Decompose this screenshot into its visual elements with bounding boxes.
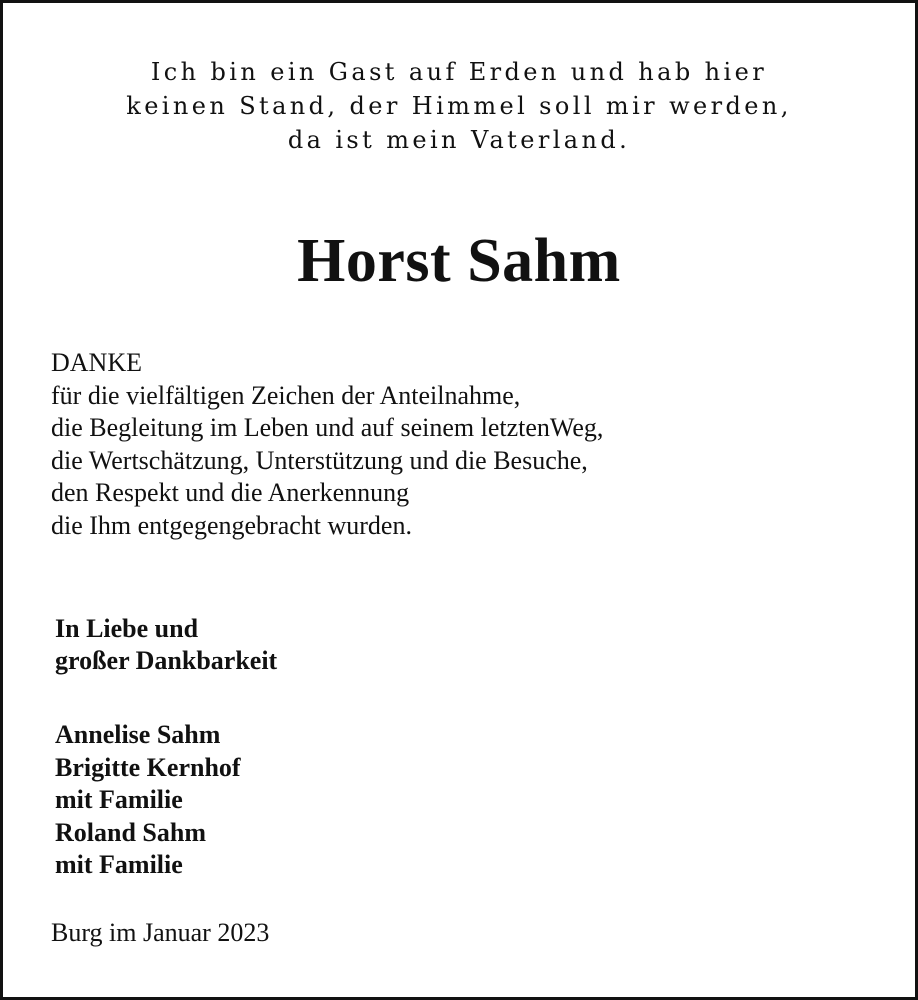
- signer: mit Familie: [55, 850, 183, 880]
- signer: Brigitte Kernhof: [55, 752, 241, 782]
- verse-line: Ich bin ein Gast auf Erden und hab hier: [150, 58, 768, 86]
- thanks-line: den Respekt und die Anerkennung: [51, 478, 410, 507]
- verse: [3, 55, 915, 157]
- place-date: Burg im Januar 2023: [51, 918, 270, 947]
- signer: Roland Sahm: [55, 817, 206, 847]
- closing-line: großer Dankbarkeit: [55, 646, 278, 675]
- thanks-line: die Begleitung im Leben und auf seinem letztenWeg,: [51, 413, 604, 442]
- closing-line: In Liebe und: [55, 614, 199, 643]
- closing-regards: [55, 613, 277, 677]
- verse-line: keinen Stand, der Himmel soll mir werden,: [126, 92, 792, 120]
- verse-line: da ist mein Vaterland.: [287, 126, 631, 154]
- thanks-heading: DANKE: [51, 348, 142, 377]
- thanks-line: die Ihm entgegengebracht wurden.: [51, 510, 412, 540]
- signer: Annelise Sahm: [55, 720, 221, 749]
- thanks-text: [51, 347, 603, 542]
- signers-list: [55, 719, 241, 882]
- deceased-name: Horst Sahm: [297, 227, 621, 295]
- signer: mit Familie: [55, 785, 183, 815]
- thanks-line: die Wertschätzung, Unterstützung und die Besuche,: [51, 445, 588, 475]
- thanks-line: für die vielfältigen Zeichen der Anteilnahme,: [51, 380, 521, 410]
